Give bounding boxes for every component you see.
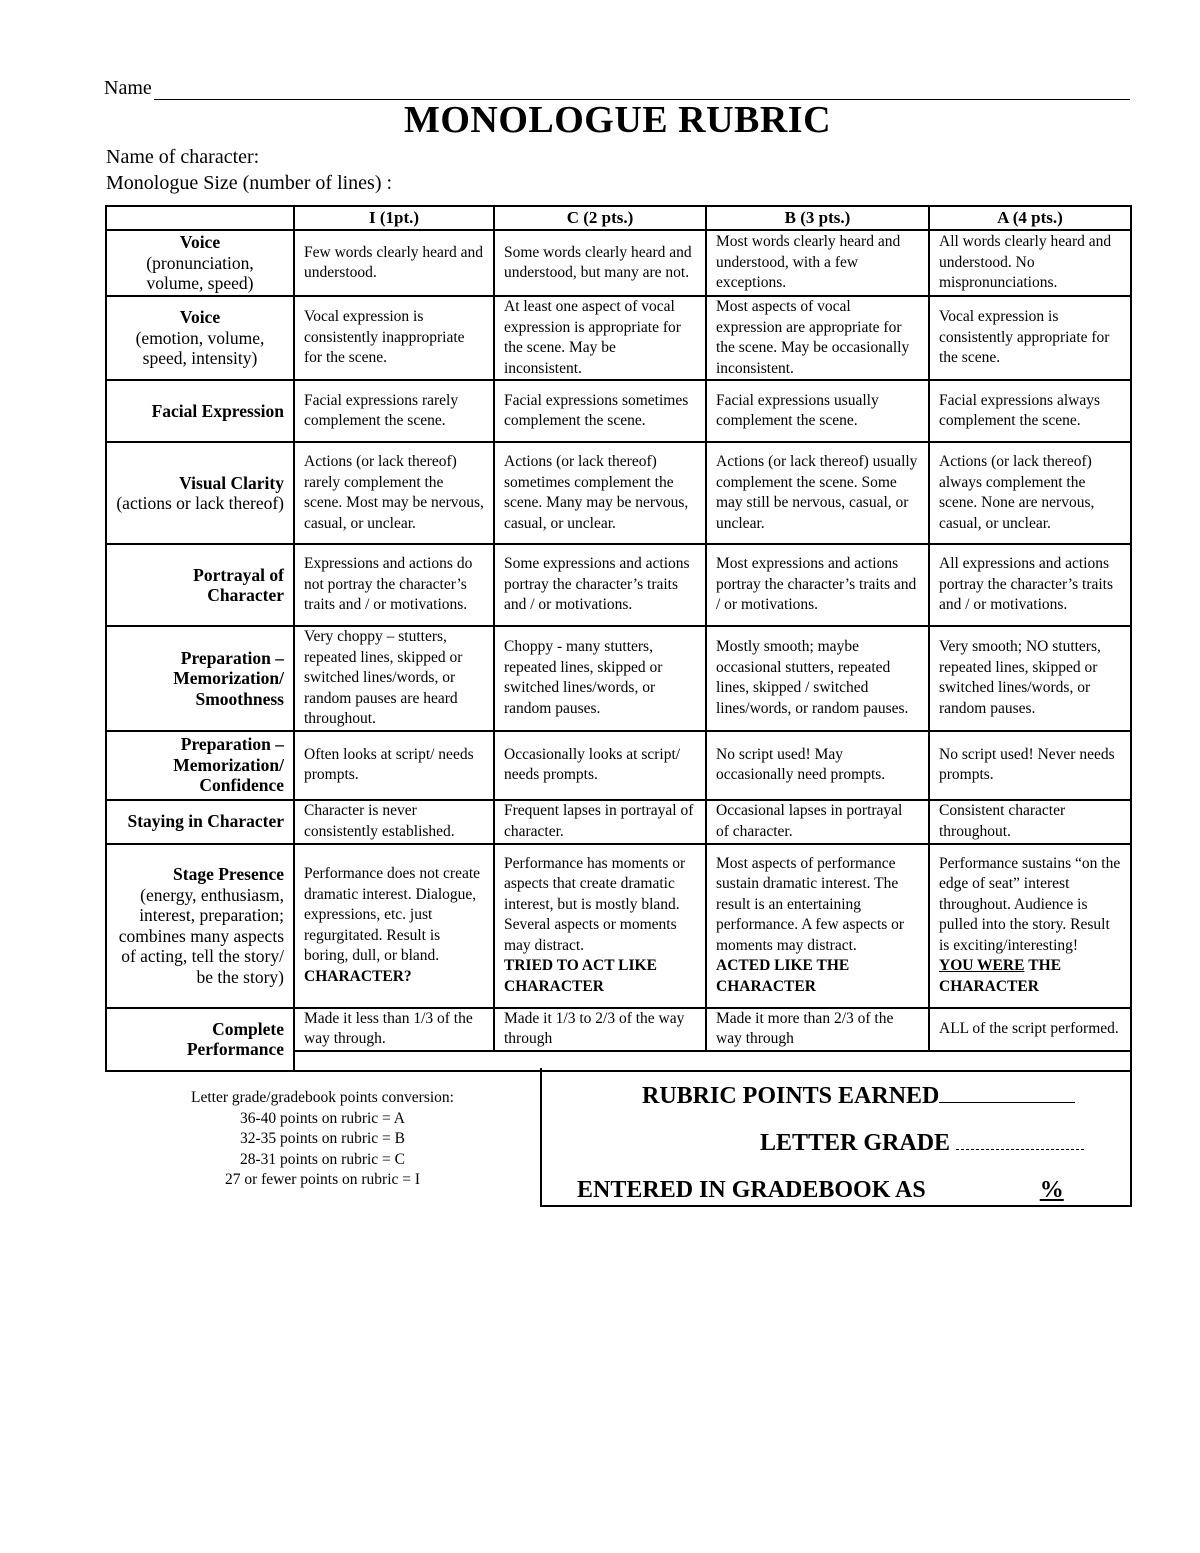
criterion-cell xyxy=(106,1008,294,1071)
score-cell-b xyxy=(706,844,929,1008)
column-header-i: I (1pt.) xyxy=(294,206,494,230)
conversion-line: 28-31 points on rubric = C xyxy=(239,1150,406,1168)
score-box xyxy=(540,1068,1132,1207)
table-row xyxy=(106,230,1131,296)
rubric-table xyxy=(105,205,1132,1072)
gradebook-row xyxy=(577,1177,1064,1204)
criterion-cell xyxy=(106,626,294,731)
criterion-label: Preparation – Memorization/ Confidence xyxy=(173,734,284,796)
points-earned-field[interactable] xyxy=(939,1082,1075,1103)
letter-grade-row xyxy=(760,1129,1084,1157)
letter-grade-field[interactable] xyxy=(956,1129,1084,1150)
monologue-size-label: Monologue Size (number of lines) : xyxy=(106,172,393,194)
criterion-label: Voice xyxy=(179,307,221,328)
score-cell-c xyxy=(494,844,706,1008)
score-cell-b: Most expressions and actions portray the character’s traits and / or motivations. xyxy=(706,544,929,626)
cell-text: Performance does not create dramatic interest. Dialogue, expressions, etc. just regurgitated. Result is boring, dull, or bland. xyxy=(304,865,481,964)
criterion-sub: (energy, enthusiasm, interest, preparation; combines many aspects of acting, tell the story/ be the story) xyxy=(118,884,284,987)
score-cell-a: All expressions and actions portray the character’s traits and / or motivations. xyxy=(929,544,1131,626)
score-cell-a: All words clearly heard and understood. No mispronunciations. xyxy=(929,230,1131,296)
score-cell-i: Made it less than 1/3 of the way through. xyxy=(294,1008,494,1051)
score-cell-i: Facial expressions rarely complement the scene. xyxy=(294,380,494,442)
verdict-tag: ACTED LIKE THE CHARACTER xyxy=(716,957,850,995)
criterion-label: Staying in Character xyxy=(127,811,284,832)
percent-sign: % xyxy=(1039,1177,1064,1203)
grade-conversion xyxy=(105,1088,540,1191)
score-cell-i: Actions (or lack thereof) rarely complement the scene. Most may be nervous, casual, or unclear. xyxy=(294,442,494,544)
criterion-cell xyxy=(106,731,294,800)
score-cell-a: Actions (or lack thereof) always complement the scene. None are nervous, casual, or unclear. xyxy=(929,442,1131,544)
score-cell-i: Very choppy – stutters, repeated lines, skipped or switched lines/words, or random pauses are heard throughout. xyxy=(294,626,494,731)
score-cell-a: ALL of the script performed. xyxy=(929,1008,1131,1051)
criterion-label: Preparation – Memorization/ Smoothness xyxy=(173,647,284,709)
score-cell-b: Mostly smooth; maybe occasional stutters, repeated lines, skipped / switched lines/words, or random pauses. xyxy=(706,626,929,731)
points-earned-label: RUBRIC POINTS EARNED xyxy=(642,1083,940,1109)
cell-text: Performance has moments or aspects that create dramatic interest, but is mostly bland. Several aspects or moments may distract. xyxy=(504,854,686,954)
character-name-label: Name of character: xyxy=(106,146,260,168)
criterion-cell xyxy=(106,296,294,380)
criterion-sub: (pronunciation, volume, speed) xyxy=(146,252,254,294)
name-label: Name xyxy=(104,77,152,99)
points-earned-row xyxy=(642,1082,1075,1110)
table-row xyxy=(106,442,1131,544)
header-row xyxy=(106,206,1131,230)
name-field[interactable] xyxy=(154,79,1130,100)
cell-text: Most aspects of performance sustain dramatic interest. The result is an entertaining performance. A few aspects or moments may distract. xyxy=(716,854,905,954)
criterion-label: Facial Expression xyxy=(151,400,284,421)
criterion-cell xyxy=(106,844,294,1008)
table-row xyxy=(106,380,1131,442)
conversion-line: 32-35 points on rubric = B xyxy=(239,1130,406,1147)
gradebook-field[interactable] xyxy=(932,1177,1064,1203)
score-cell-b: No script used! May occasionally need prompts. xyxy=(706,731,929,800)
criterion-label: Visual Clarity xyxy=(179,472,284,493)
criterion-label: Stage Presence xyxy=(173,864,284,884)
table-row xyxy=(106,1008,1131,1051)
table-row xyxy=(106,800,1131,844)
score-cell-c: Some words clearly heard and understood, but many are not. xyxy=(494,230,706,296)
verdict-tag: TRIED TO ACT LIKE CHARACTER xyxy=(504,957,657,995)
table-row xyxy=(106,626,1131,731)
score-cell-c: Choppy - many stutters, repeated lines, skipped or switched lines/words, or random pauses. xyxy=(494,626,706,731)
score-cell-a: Very smooth; NO stutters, repeated lines, skipped or switched lines/words, or random pauses. xyxy=(929,626,1131,731)
score-cell-b: Made it more than 2/3 of the way through xyxy=(706,1008,929,1051)
score-cell-c: Frequent lapses in portrayal of character. xyxy=(494,800,706,844)
score-cell-c: Facial expressions sometimes complement the scene. xyxy=(494,380,706,442)
score-cell-c: Some expressions and actions portray the character’s traits and / or motivations. xyxy=(494,544,706,626)
conversion-line: 36-40 points on rubric = A xyxy=(239,1109,406,1127)
verdict-tag: CHARACTER? xyxy=(304,967,412,985)
score-cell-i xyxy=(294,844,494,1008)
score-cell-c: At least one aspect of vocal expression is appropriate for the scene. May be inconsistent. xyxy=(494,296,706,380)
conversion-line: 27 or fewer points on rubric = I xyxy=(224,1171,421,1188)
score-cell-i: Few words clearly heard and understood. xyxy=(294,230,494,296)
criterion-sub: (actions or lack thereof) xyxy=(116,493,284,513)
score-cell-i: Often looks at script/ needs prompts. xyxy=(294,731,494,800)
score-cell-a: Vocal expression is consistently appropriate for the scene. xyxy=(929,296,1131,380)
score-cell-a xyxy=(929,844,1131,1008)
score-cell-i: Character is never consistently established. xyxy=(294,800,494,844)
criterion-cell xyxy=(106,544,294,626)
score-cell-a: No script used! Never needs prompts. xyxy=(929,731,1131,800)
gradebook-label: ENTERED IN GRADEBOOK AS xyxy=(577,1177,926,1203)
criterion-sub: (emotion, volume, speed, intensity) xyxy=(135,327,265,369)
column-header-c: C (2 pts.) xyxy=(494,206,706,230)
score-cell-i: Vocal expression is consistently inappropriate for the scene. xyxy=(294,296,494,380)
criterion-cell xyxy=(106,380,294,442)
table-row xyxy=(106,296,1131,380)
score-cell-b: Facial expressions usually complement the scene. xyxy=(706,380,929,442)
score-cell-c: Made it 1/3 to 2/3 of the way through xyxy=(494,1008,706,1051)
verdict-tag: THE CHARACTER xyxy=(939,957,1062,995)
score-cell-b: Most aspects of vocal expression are appropriate for the scene. May be occasionally inconsistent. xyxy=(706,296,929,380)
criterion-label: Voice xyxy=(179,232,221,253)
conversion-title: Letter grade/gradebook points conversion: xyxy=(191,1089,454,1106)
criterion-cell xyxy=(106,800,294,844)
criterion-cell xyxy=(106,442,294,544)
score-cell-b: Most words clearly heard and understood, with a few exceptions. xyxy=(706,230,929,296)
score-cell-c: Actions (or lack thereof) sometimes complement the scene. Many may be nervous, casual, or unclear. xyxy=(494,442,706,544)
column-header-blank xyxy=(106,206,294,230)
criterion-label: Portrayal of Character xyxy=(193,564,284,605)
score-cell-b: Actions (or lack thereof) usually complement the scene. Some may still be nervous, casual, or unclear. xyxy=(706,442,929,544)
page-title: MONOLOGUE RUBRIC xyxy=(403,99,832,141)
verdict-tag-underlined: YOU WERE xyxy=(939,957,1025,975)
column-header-b: B (3 pts.) xyxy=(706,206,929,230)
table-row xyxy=(106,844,1131,1008)
score-cell-c: Occasionally looks at script/ needs prompts. xyxy=(494,731,706,800)
table-row xyxy=(106,731,1131,800)
score-cell-a: Consistent character throughout. xyxy=(929,800,1131,844)
name-line xyxy=(104,74,1130,100)
criterion-cell xyxy=(106,230,294,296)
letter-grade-label: LETTER GRADE xyxy=(760,1130,951,1156)
score-cell-a: Facial expressions always complement the scene. xyxy=(929,380,1131,442)
criterion-label: Complete Performance xyxy=(186,1018,284,1059)
score-cell-b: Occasional lapses in portrayal of character. xyxy=(706,800,929,844)
column-header-a: A (4 pts.) xyxy=(929,206,1131,230)
cell-text: Performance sustains “on the edge of seat” interest throughout. Audience is pulled into the story. Result is exciting/interesting! xyxy=(939,854,1121,954)
score-cell-i: Expressions and actions do not portray the character’s traits and / or motivations. xyxy=(294,544,494,626)
table-row xyxy=(106,544,1131,626)
